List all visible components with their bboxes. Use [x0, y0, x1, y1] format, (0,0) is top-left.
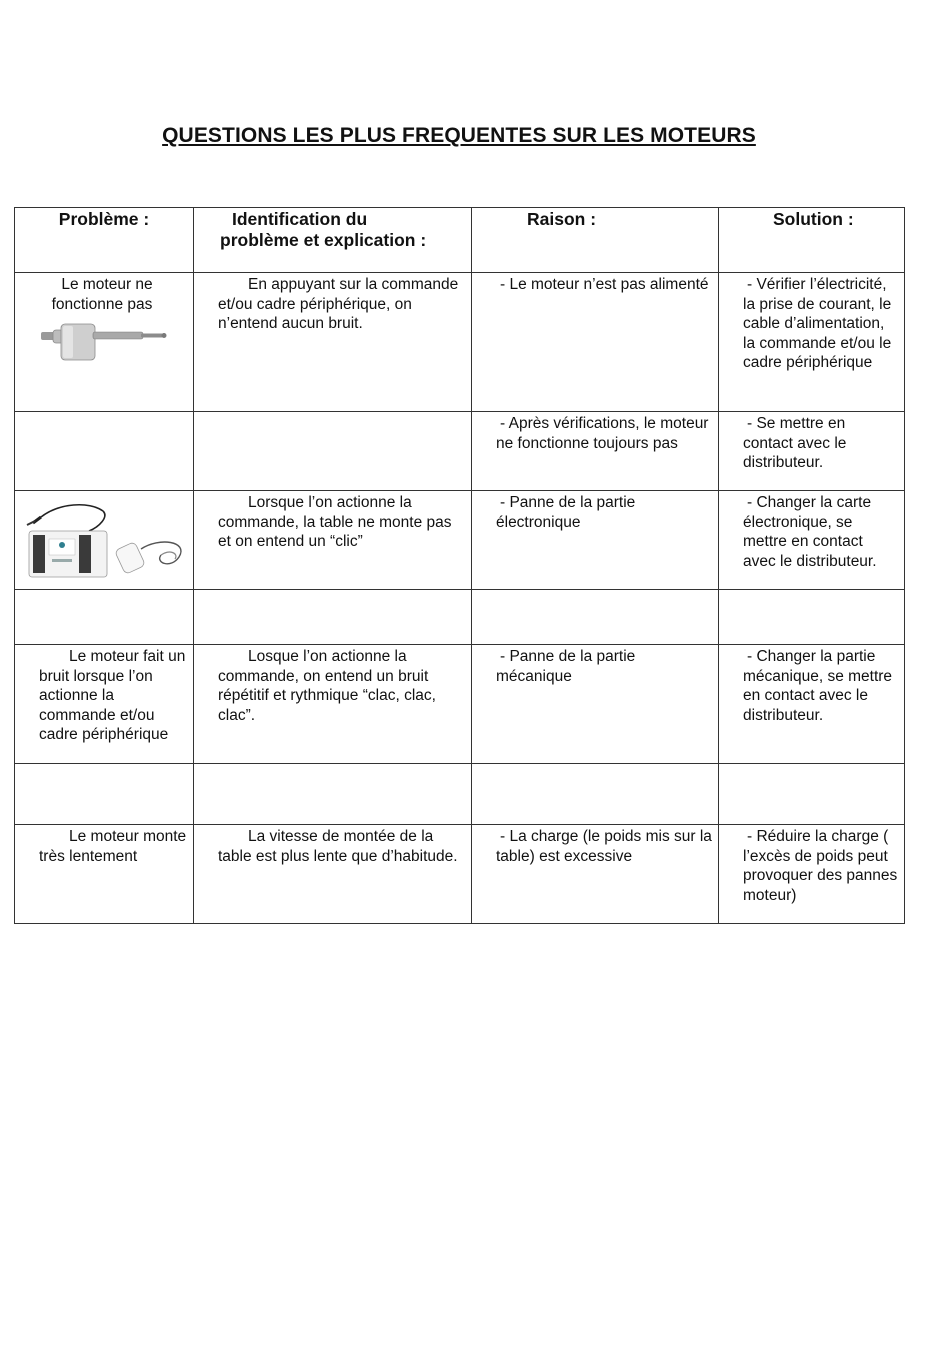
- problem-text-line: Le moteur ne: [61, 276, 153, 293]
- identification-cell: Losque l’on actionne la commande, on entend un bruit répétitif et rythmique “clac, clac, clac”.: [194, 645, 472, 764]
- page-title: QUESTIONS LES PLUS FREQUENTES SUR LES MOTEURS: [162, 124, 756, 147]
- problem-cell: [15, 491, 194, 590]
- header-solution: Solution :: [719, 208, 905, 273]
- table-row: [15, 825, 905, 924]
- solution-cell: - Réduire la charge ( l’excès de poids peut provoquer des pannes moteur): [719, 825, 905, 924]
- control-box-and-hand-switch-image: [19, 497, 189, 583]
- problem-cell: Le moteur monte très lentement: [15, 825, 194, 924]
- identification-cell: [194, 764, 472, 825]
- raison-cell: [472, 590, 719, 645]
- problem-cell: [15, 764, 194, 825]
- raison-cell: - Après vérifications, le moteur ne fonctionne toujours pas: [472, 412, 719, 491]
- table-row: [15, 645, 905, 764]
- raison-cell: [472, 764, 719, 825]
- solution-cell: - Changer la carte électronique, se mettre en contact avec le distributeur.: [719, 491, 905, 590]
- raison-cell: - Panne de la partie électronique: [472, 491, 719, 590]
- table-row: [15, 273, 905, 412]
- problem-cell: [15, 590, 194, 645]
- problem-text-line: fonctionne pas: [51, 295, 153, 313]
- raison-cell: - Le moteur n’est pas alimenté: [472, 273, 719, 412]
- identification-cell: Lorsque l’on actionne la commande, la table ne monte pas et on entend un “clic”: [194, 491, 472, 590]
- linear-actuator-motor-image: [41, 320, 171, 370]
- solution-cell: - Vérifier l’électricité, la prise de courant, le cable d’alimentation, la commande et/ou le cadre périphérique: [719, 273, 905, 412]
- solution-cell: [719, 764, 905, 825]
- problem-cell: Le moteur fait un bruit lorsque l’on actionne la commande et/ou cadre périphérique: [15, 645, 194, 764]
- problem-cell: [15, 412, 194, 491]
- solution-cell: [719, 590, 905, 645]
- identification-cell: [194, 412, 472, 491]
- identification-cell: La vitesse de montée de la table est plus lente que d’habitude.: [194, 825, 472, 924]
- faq-table: [14, 207, 905, 924]
- raison-cell: - Panne de la partie mécanique: [472, 645, 719, 764]
- problem-cell: [15, 273, 194, 412]
- header-probleme: Problème :: [15, 208, 194, 273]
- solution-cell: - Se mettre en contact avec le distributeur.: [719, 412, 905, 491]
- header-raison: Raison :: [472, 208, 719, 273]
- table-row: [15, 590, 905, 645]
- table-row: [15, 491, 905, 590]
- raison-cell: - La charge (le poids mis sur la table) est excessive: [472, 825, 719, 924]
- solution-cell: - Changer la partie mécanique, se mettre en contact avec le distributeur.: [719, 645, 905, 764]
- header-identification: Identification du problème et explication :: [194, 208, 472, 273]
- table-row: [15, 764, 905, 825]
- identification-cell: [194, 590, 472, 645]
- header-row: [15, 208, 905, 273]
- table-row: [15, 412, 905, 491]
- identification-cell: En appuyant sur la commande et/ou cadre périphérique, on n’entend aucun bruit.: [194, 273, 472, 412]
